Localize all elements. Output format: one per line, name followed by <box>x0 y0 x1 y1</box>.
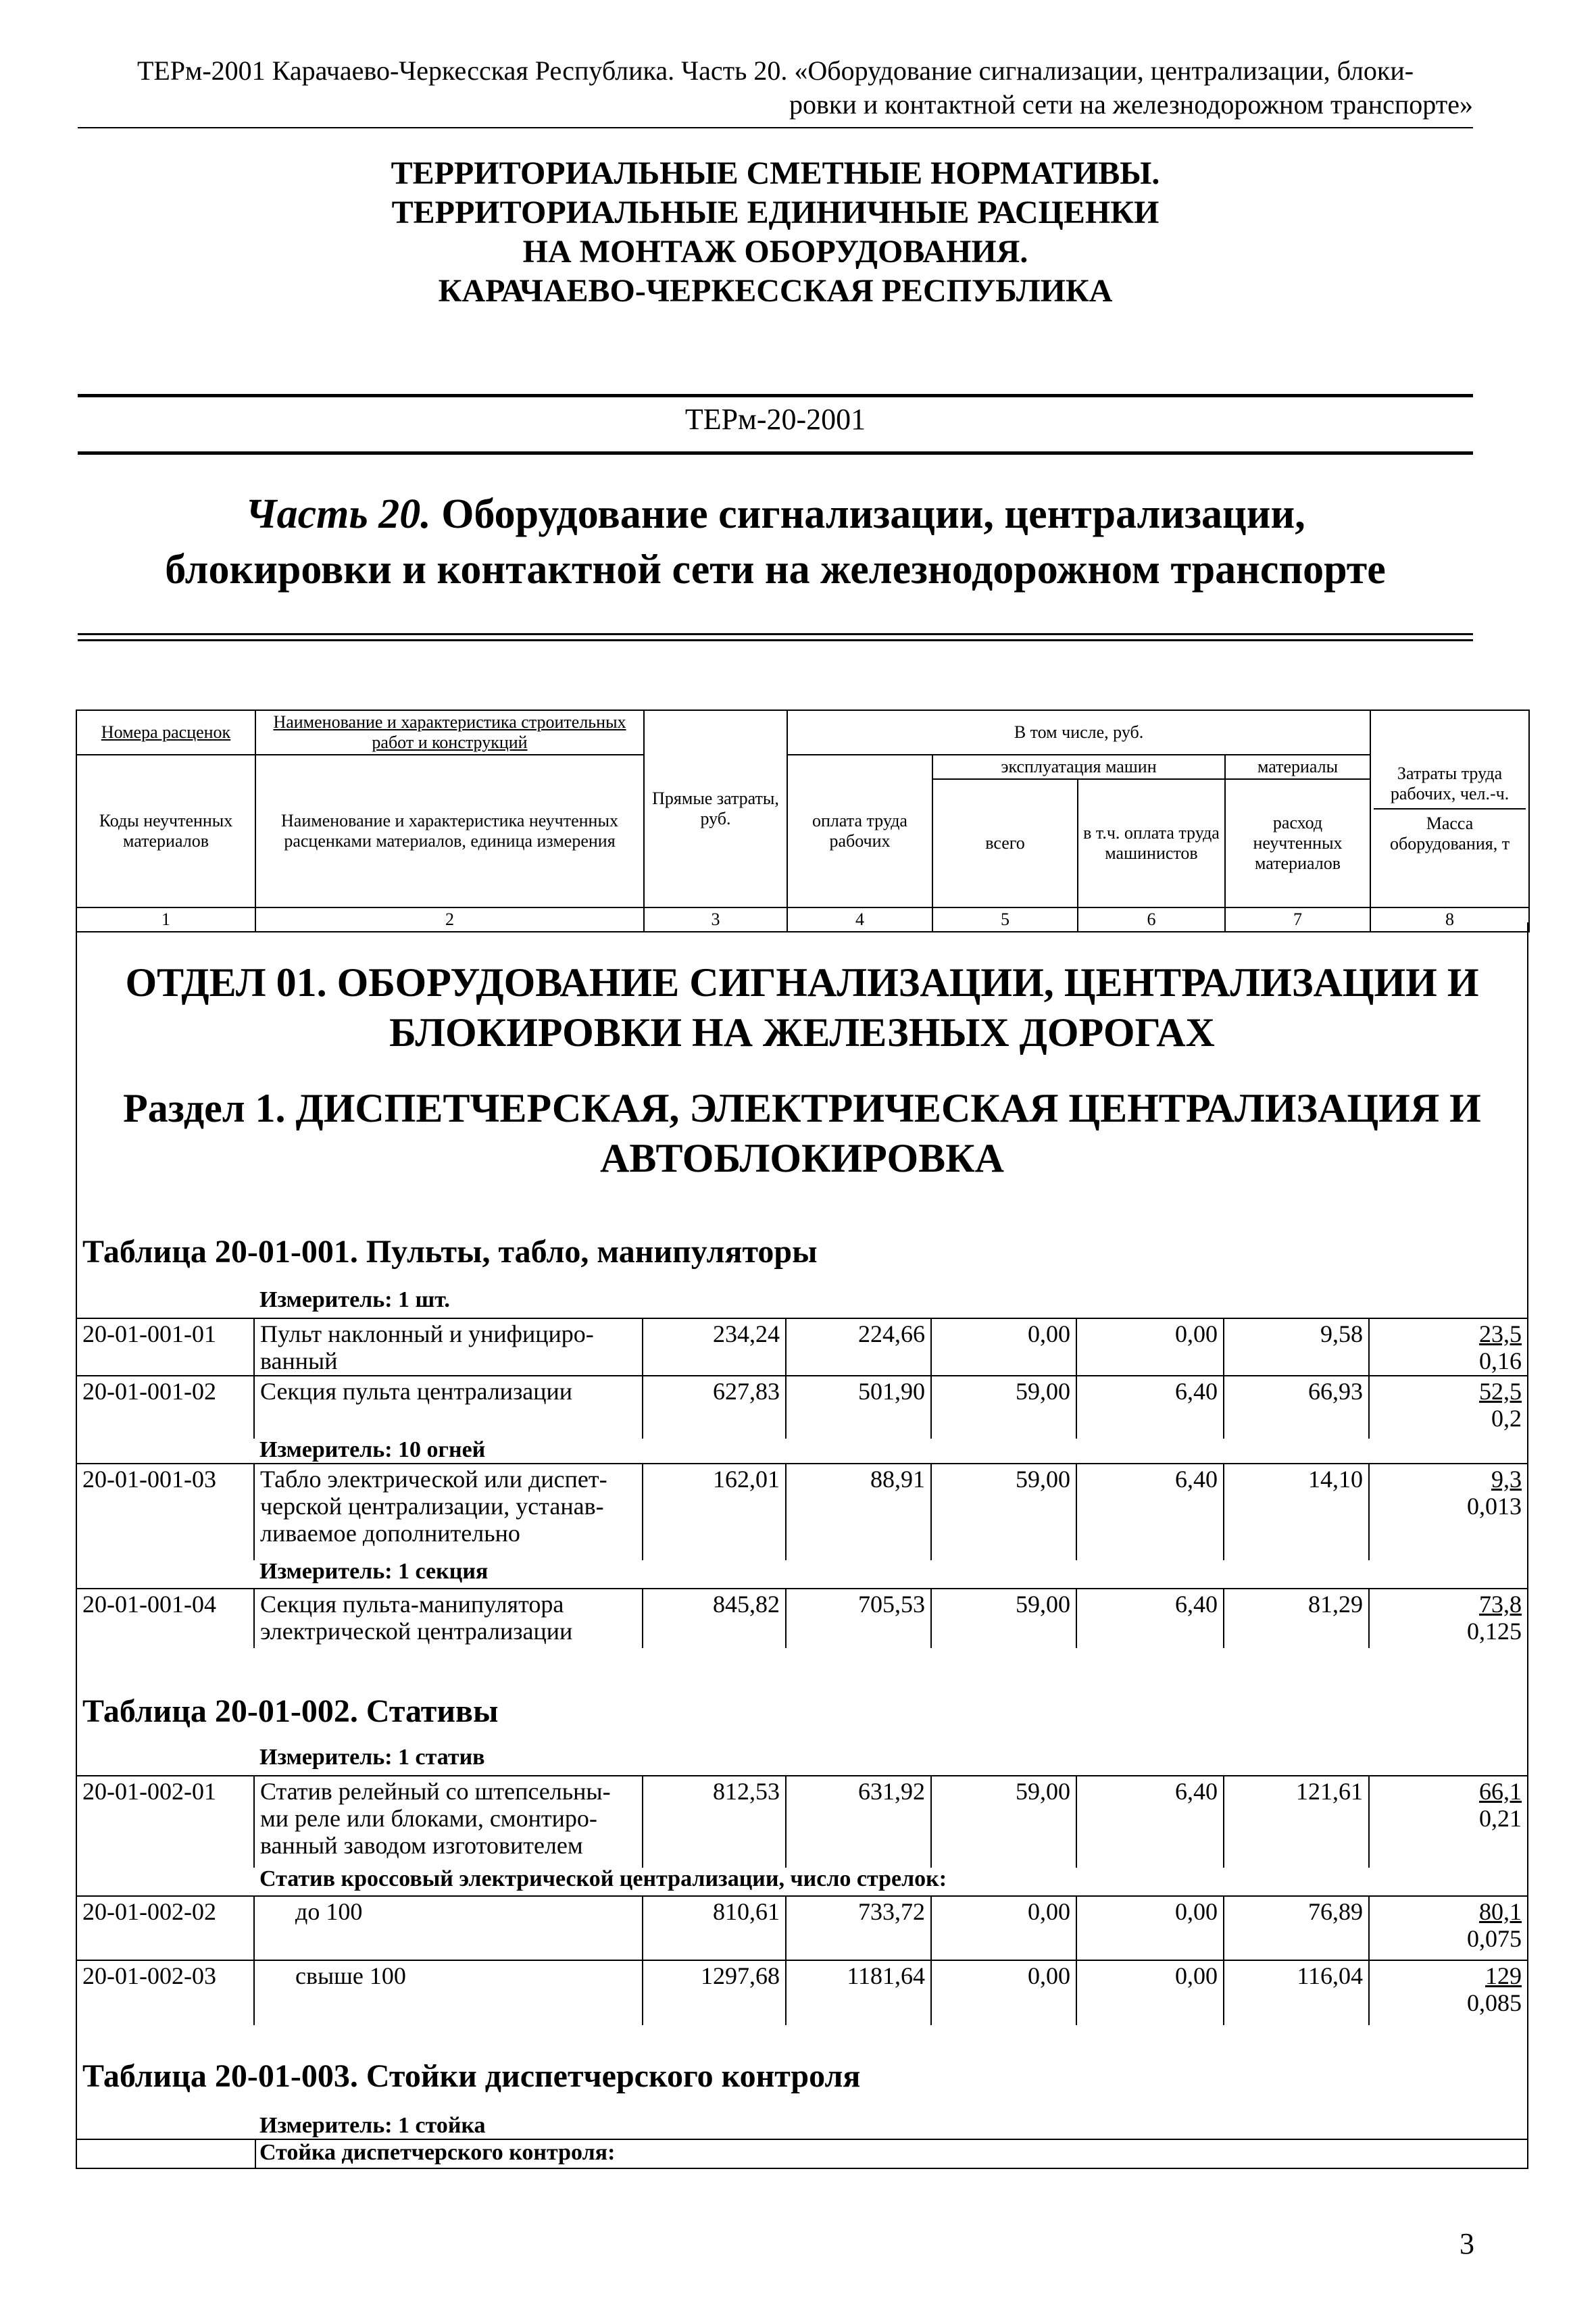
table-row <box>77 1895 1527 1961</box>
labor-hours: 80,1 <box>1479 1898 1522 1925</box>
worker-pay: 88,91 <box>787 1464 932 1560</box>
header-rule <box>78 127 1473 128</box>
materials: 121,61 <box>1224 1776 1370 1868</box>
equipment-mass: 0,085 <box>1467 1989 1522 2016</box>
measure-unit: Измеритель: 10 огней <box>259 1437 486 1462</box>
machines-total: 59,00 <box>932 1376 1077 1439</box>
direct-costs: 812,53 <box>643 1776 787 1868</box>
table-row <box>77 1960 1527 2025</box>
labor-mass <box>1370 1319 1527 1376</box>
table-1-title: Таблица 20-01-001. Пульты, табло, манипуляторы <box>82 1234 818 1270</box>
rate-name: свыше 100 <box>255 1961 643 2025</box>
labor-mass <box>1370 1376 1527 1439</box>
machinist-pay: 6,40 <box>1077 1776 1224 1868</box>
part-rule-2 <box>78 639 1473 641</box>
machinist-pay: 0,00 <box>1077 1319 1224 1376</box>
direct-costs: 162,01 <box>643 1464 787 1560</box>
header-rate-numbers: Номера расценок <box>76 710 255 755</box>
header-worker-pay: оплата труда рабочих <box>787 755 932 907</box>
machines-total: 59,00 <box>932 1464 1077 1560</box>
table-header <box>76 710 1530 932</box>
header-work-name: Наименование и характеристика строительных работ и конструкций <box>255 710 644 755</box>
header-direct-costs: Прямые затраты, руб. <box>644 710 787 907</box>
main-title <box>78 154 1473 311</box>
row-divider <box>77 2139 1527 2140</box>
direct-costs: 810,61 <box>643 1897 787 1961</box>
rate-code: 20-01-002-03 <box>77 1961 255 2025</box>
rate-name: Статив релейный со штепсельны-ми реле или блоками, смонтиро-ванный заводом изготовителем <box>255 1776 643 1868</box>
machinist-pay: 6,40 <box>1077 1464 1224 1560</box>
column-divider <box>255 2139 256 2169</box>
rate-code: 20-01-001-03 <box>77 1464 255 1560</box>
labor-mass <box>1370 1897 1527 1961</box>
subheading: Статив кроссовый электрической централизации, число стрелок: <box>259 1866 947 1891</box>
worker-pay: 705,53 <box>787 1589 932 1648</box>
worker-pay: 631,92 <box>787 1776 932 1868</box>
equipment-mass: 0,21 <box>1479 1805 1522 1832</box>
machinist-pay: 6,40 <box>1077 1589 1224 1648</box>
rate-code: 20-01-002-01 <box>77 1776 255 1868</box>
header-material-names: Наименование и характеристика неучтенных расценками материалов, единица измерения <box>255 755 644 907</box>
otdel-heading: ОТДЕЛ 01. ОБОРУДОВАНИЕ СИГНАЛИЗАЦИИ, ЦЕНТРАЛИЗАЦИИ И БЛОКИРОВКИ НА ЖЕЛЕЗНЫХ ДОРОГАХ <box>125 960 1479 1055</box>
labor-hours: 9,3 <box>1491 1466 1522 1493</box>
rate-name: Секция пульта централизации <box>255 1376 643 1439</box>
column-number: 3 <box>644 907 787 932</box>
table-row <box>77 1375 1527 1439</box>
table-row <box>77 1318 1527 1376</box>
machines-total: 0,00 <box>932 1319 1077 1376</box>
title-line-4: КАРАЧАЕВО-ЧЕРКЕССКАЯ РЕСПУБЛИКА <box>438 273 1113 309</box>
labor-mass <box>1370 1961 1527 2025</box>
worker-pay: 501,90 <box>787 1376 932 1439</box>
direct-costs: 627,83 <box>643 1376 787 1439</box>
worker-pay: 224,66 <box>787 1319 932 1376</box>
direct-costs: 845,82 <box>643 1589 787 1648</box>
equipment-mass: 0,075 <box>1467 1925 1522 1952</box>
labor-mass <box>1370 1589 1527 1648</box>
code-rule-top <box>78 394 1473 397</box>
machines-total: 0,00 <box>932 1961 1077 2025</box>
header-material-consumption: расход неучтенных материалов <box>1225 779 1370 907</box>
column-number: 8 <box>1370 907 1529 932</box>
labor-hours: 129 <box>1485 1962 1522 1989</box>
rate-code: 20-01-001-02 <box>77 1376 255 1439</box>
rate-name: до 100 <box>255 1897 643 1961</box>
measure-unit: Измеритель: 1 стойка <box>259 2113 486 2138</box>
header-machines: эксплуатация машин <box>932 755 1225 779</box>
machinist-pay: 6,40 <box>1077 1376 1224 1439</box>
rate-code: 20-01-002-02 <box>77 1897 255 1961</box>
labor-hours: 73,8 <box>1479 1591 1522 1618</box>
machinist-pay: 0,00 <box>1077 1961 1224 2025</box>
materials: 76,89 <box>1224 1897 1370 1961</box>
labor-mass <box>1370 1464 1527 1560</box>
labor-hours: 52,5 <box>1479 1378 1522 1405</box>
materials: 81,29 <box>1224 1589 1370 1648</box>
rate-code: 20-01-001-04 <box>77 1589 255 1648</box>
table-row <box>77 1463 1527 1560</box>
materials: 116,04 <box>1224 1961 1370 2025</box>
header-including: В том числе, руб. <box>787 710 1370 755</box>
part-title <box>78 487 1473 597</box>
column-number: 7 <box>1225 907 1370 932</box>
running-header-line-2: ровки и контактной сети на железнодорожном транспорте» <box>789 89 1473 120</box>
part-rule-1 <box>78 633 1473 635</box>
labor-mass <box>1370 1776 1527 1868</box>
measure-unit: Измеритель: 1 секция <box>259 1559 489 1584</box>
header-machinist-pay: в т.ч. оплата труда машинистов <box>1078 779 1225 907</box>
document-code: ТЕРм-20-2001 <box>684 403 866 436</box>
materials: 9,58 <box>1224 1319 1370 1376</box>
equipment-mass: 0,125 <box>1467 1618 1522 1645</box>
rate-name: Табло электрической или диспет-черской централизации, устанав-ливаемое дополнительно <box>255 1464 643 1560</box>
column-number: 1 <box>76 907 255 932</box>
table-row <box>77 1775 1527 1868</box>
running-header-line-1: ТЕРм-2001 Карачаево-Черкесская Республика. Часть 20. «Оборудование сигнализации, централизации, блоки- <box>136 55 1414 86</box>
machines-total: 0,00 <box>932 1897 1077 1961</box>
column-number: 5 <box>932 907 1078 932</box>
header-labor-mass: Затраты труда рабочих, чел.-ч. Масса оборудования, т <box>1370 710 1529 907</box>
header-machines-total: всего <box>932 779 1078 907</box>
worker-pay: 733,72 <box>787 1897 932 1961</box>
equipment-mass: 0,16 <box>1479 1347 1522 1374</box>
direct-costs: 1297,68 <box>643 1961 787 2025</box>
part-title-line-1: Оборудование сигнализации, централизации, <box>441 491 1305 537</box>
table-row <box>77 1588 1527 1648</box>
razdel-heading: Раздел 1. ДИСПЕТЧЕРСКАЯ, ЭЛЕКТРИЧЕСКАЯ ЦЕНТРАЛИЗАЦИЯ И АВТОБЛОКИРОВКА <box>123 1086 1481 1180</box>
title-line-2: ТЕРРИТОРИАЛЬНЫЕ ЕДИНИЧНЫЕ РАСЦЕНКИ <box>391 195 1159 230</box>
header-material-codes: Коды неучтенных материалов <box>76 755 255 907</box>
rate-code: 20-01-001-01 <box>77 1319 255 1376</box>
part-title-line-2: блокировки и контактной сети на железнодорожном транспорте <box>165 547 1386 593</box>
equipment-mass: 0,2 <box>1491 1405 1522 1432</box>
part-label: Часть 20. <box>245 491 431 537</box>
code-rule-bottom <box>78 451 1473 455</box>
rate-name: Пульт наклонный и унифициро-ванный <box>255 1319 643 1376</box>
table-2-title: Таблица 20-01-002. Стативы <box>82 1693 499 1729</box>
table-body <box>76 922 1528 2169</box>
subheading: Стойка диспетчерского контроля: <box>259 2140 616 2165</box>
direct-costs: 234,24 <box>643 1319 787 1376</box>
equipment-mass: 0,013 <box>1467 1493 1522 1520</box>
rate-name: Секция пульта-манипулятора электрической централизации <box>255 1589 643 1648</box>
table-3-title: Таблица 20-01-003. Стойки диспетчерского контроля <box>82 2058 861 2094</box>
measure-unit: Измеритель: 1 шт. <box>259 1287 450 1312</box>
labor-hours: 23,5 <box>1479 1320 1522 1347</box>
worker-pay: 1181,64 <box>787 1961 932 2025</box>
materials: 66,93 <box>1224 1376 1370 1439</box>
materials: 14,10 <box>1224 1464 1370 1560</box>
column-number: 4 <box>787 907 932 932</box>
machines-total: 59,00 <box>932 1589 1077 1648</box>
running-header <box>78 54 1473 122</box>
title-line-1: ТЕРРИТОРИАЛЬНЫЕ СМЕТНЫЕ НОРМАТИВЫ. <box>391 155 1160 191</box>
labor-hours: 66,1 <box>1479 1778 1522 1805</box>
column-number: 2 <box>255 907 644 932</box>
machinist-pay: 0,00 <box>1077 1897 1224 1961</box>
measure-unit: Измеритель: 1 статив <box>259 1745 485 1770</box>
column-number: 6 <box>1078 907 1225 932</box>
header-materials: материалы <box>1225 755 1370 779</box>
title-line-3: НА МОНТАЖ ОБОРУДОВАНИЯ. <box>522 234 1028 270</box>
machines-total: 59,00 <box>932 1776 1077 1868</box>
page-number: 3 <box>1460 2227 1474 2260</box>
